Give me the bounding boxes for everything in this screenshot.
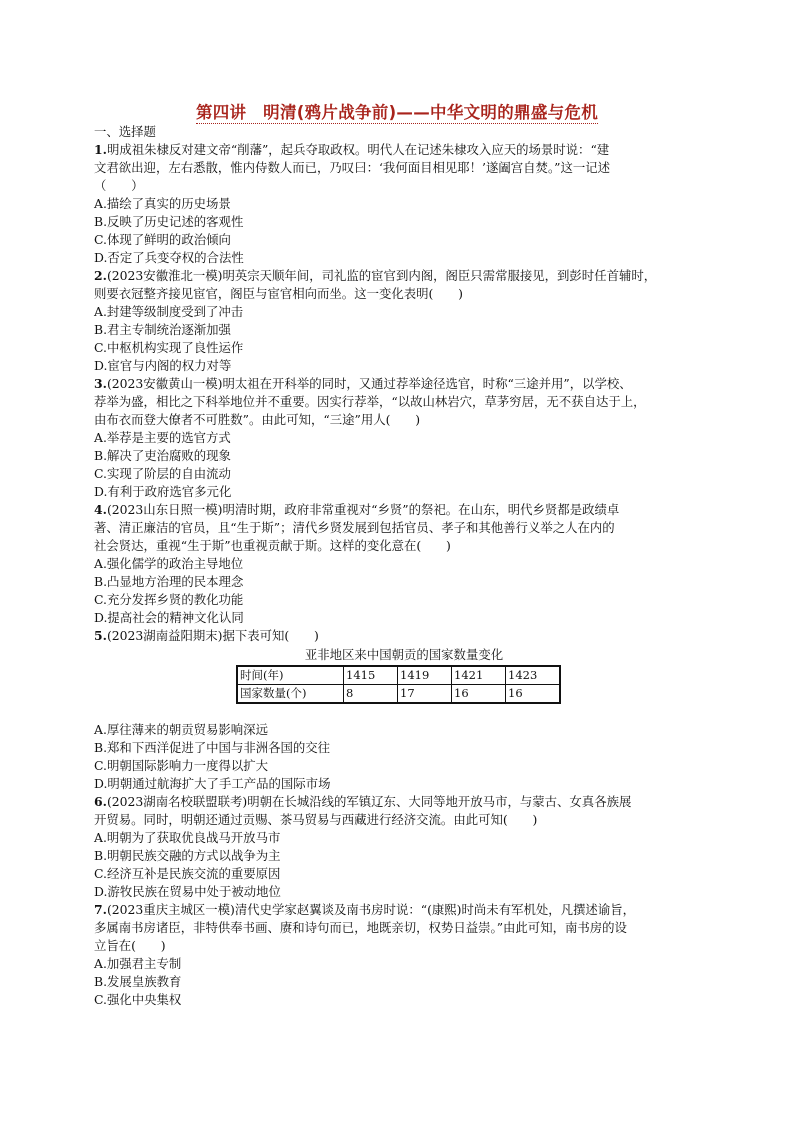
option-c: C.实现了阶层的自由流动 <box>94 466 231 481</box>
page-title-text: 第四讲 明清(鸦片战争前)——中华文明的鼎盛与危机 <box>195 103 599 122</box>
table-cell: 1423 <box>506 666 561 685</box>
option-a: A.描绘了真实的历史场景 <box>94 196 231 211</box>
question-number: 6. <box>94 794 107 809</box>
option-b: B.反映了历史记述的客观性 <box>94 214 244 229</box>
question-4 <box>94 501 714 627</box>
question-2 <box>94 267 714 375</box>
question-stem-line: 1.明成祖朱棣反对建文帝“削藩”，起兵夺取政权。明代人在记述朱棣攻入应天的场景时说：“建 <box>94 142 610 157</box>
option-b: B.解决了吏治腐败的现象 <box>94 448 231 463</box>
question-stem-line: 立旨在( ) <box>94 938 166 953</box>
option-c: C.充分发挥乡贤的教化功能 <box>94 592 244 607</box>
question-number: 3. <box>94 376 107 391</box>
section-heading: 一、选择题 <box>94 124 156 139</box>
option-a: A.强化儒学的政治主导地位 <box>94 556 244 571</box>
question-stem-line: 5.(2023湖南益阳期末)据下表可知( ) <box>94 628 319 643</box>
option-b: B.发展皇族教育 <box>94 974 182 989</box>
option-b: B.郑和下西洋促进了中国与非洲各国的交往 <box>94 740 331 755</box>
spacer <box>94 704 714 721</box>
question-number: 1. <box>94 142 107 157</box>
answer-blank: （ ） <box>94 178 144 193</box>
option-b: B.明朝民族交融的方式以战争为主 <box>94 848 281 863</box>
option-a: A.明朝为了获取优良战马开放马市 <box>94 830 281 845</box>
question-number: 5. <box>94 628 107 643</box>
table-row-year <box>237 666 560 685</box>
option-d: D.明朝通过航海扩大了手工产品的国际市场 <box>94 776 331 791</box>
table-header-cell: 国家数量(个) <box>237 685 344 704</box>
option-d: D.提高社会的精神文化认同 <box>94 610 244 625</box>
question-stem-line: 由布衣而登大僚者不可胜数”。由此可知，“三途”用人( ) <box>94 412 421 427</box>
question-stem-line: 6.(2023湖南名校联盟联考)明朝在长城沿线的军镇辽东、大同等地开放马市，与蒙古、女真各族展 <box>94 794 632 809</box>
question-stem-line: 7.(2023重庆主城区一模)清代史学家赵翼谈及南书房时说：“(康熙)时尚未有军机处，凡撰述谕旨， <box>94 902 635 917</box>
question-stem-line: 荐举为盛，相比之下科举地位并不重要。因实行荐举，“以故山林岩穴，草茅穷居，无不获自达于上， <box>94 394 646 409</box>
option-a: A.加强君主专制 <box>94 956 182 971</box>
question-number: 2. <box>94 268 107 283</box>
option-d: D.有利于政府选官多元化 <box>94 484 232 499</box>
question-stem-line: 文君欲出迎，左右悉散，惟内侍数人而已，乃叹曰：‘我何面目相见耶！’遂阖宫自焚。”这一记述 <box>94 160 611 175</box>
table-header-cell: 时间(年) <box>237 666 344 685</box>
question-stem-line: 4.(2023山东日照一模)明清时期，政府非常重视对“乡贤”的祭祀。在山东，明代乡贤都是政绩卓 <box>94 502 620 517</box>
page-title <box>0 99 794 123</box>
option-c: C.中枢机构实现了良性运作 <box>94 340 244 355</box>
option-b: B.凸显地方治理的民本理念 <box>94 574 244 589</box>
tribute-table <box>236 665 561 704</box>
question-number: 7. <box>94 902 107 917</box>
option-c: C.经济互补是民族交流的重要原因 <box>94 866 281 881</box>
table-cell: 17 <box>398 685 452 704</box>
option-b: B.君主专制统治逐渐加强 <box>94 322 231 337</box>
question-number: 4. <box>94 502 107 517</box>
question-7 <box>94 901 714 1009</box>
question-3 <box>94 375 714 501</box>
question-stem-line: 多属南书房诸臣，非特供奉书画、赓和诗句而已，地既亲切，权势日益崇。”由此可知，南书房的设 <box>94 920 627 935</box>
table-cell: 16 <box>452 685 506 704</box>
table-caption: 亚非地区来中国朝贡的国家数量变化 <box>304 647 504 662</box>
option-c: C.强化中央集权 <box>94 992 182 1007</box>
table-cell: 1421 <box>452 666 506 685</box>
table-cell: 16 <box>506 685 561 704</box>
option-c: C.明朝国际影响力一度得以扩大 <box>94 758 269 773</box>
question-stem-line: 则要衣冠整齐接见宦官，阁臣与宦官相向而坐。这一变化表明( ) <box>94 286 463 301</box>
table-row-count <box>237 685 560 704</box>
option-d: D.否定了兵变夺权的合法性 <box>94 250 244 265</box>
question-stem-line: 著、清正廉洁的官员，且“生于斯”；清代乡贤发展到包括官员、孝子和其他善行义举之人在内的 <box>94 520 615 535</box>
question-stem-line: 2.(2023安徽淮北一模)明英宗天顺年间，司礼监的宦官到内阁，阁臣只需常服接见，到彭时任首辅时， <box>94 268 657 283</box>
question-stem-line: 3.(2023安徽黄山一模)明太祖在开科举的同时，又通过荐举途径选官，时称“三途并用”，以学校、 <box>94 376 632 391</box>
table-cell: 1415 <box>344 666 398 685</box>
option-c: C.体现了鲜明的政治倾向 <box>94 232 231 247</box>
option-a: A.厚往薄来的朝贡贸易影响深远 <box>94 722 268 737</box>
option-d: D.宦官与内阁的权力对等 <box>94 358 232 373</box>
question-1 <box>94 141 714 267</box>
question-stem-line: 社会贤达，重视“生于斯”也重视贡献于斯。这样的变化意在( ) <box>94 538 451 553</box>
table-cell: 1419 <box>398 666 452 685</box>
question-list <box>94 123 714 1009</box>
question-stem-line: 开贸易。同时，明朝还通过贡赐、茶马贸易与西藏进行经济交流。由此可知( ) <box>94 812 538 827</box>
option-a: A.举荐是主要的选官方式 <box>94 430 231 445</box>
table-cell: 8 <box>344 685 398 704</box>
option-d: D.游牧民族在贸易中处于被动地位 <box>94 884 281 899</box>
question-6 <box>94 793 714 901</box>
question-5 <box>94 627 714 793</box>
option-a: A.封建等级制度受到了冲击 <box>94 304 244 319</box>
